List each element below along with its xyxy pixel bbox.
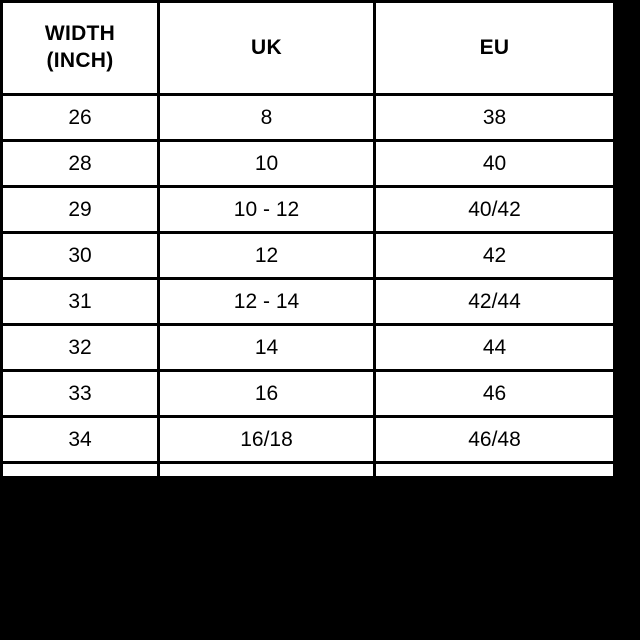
column-header-width-line2: (INCH) [46, 49, 114, 72]
cell-eu: 42 [375, 233, 615, 279]
cell-uk: 10 - 12 [159, 187, 375, 233]
cell-eu: 46 [375, 371, 615, 417]
cell-uk: 12 [159, 233, 375, 279]
cell-width: 31 [2, 279, 159, 325]
cell-eu: 44 [375, 325, 615, 371]
table-row [2, 233, 615, 279]
column-header-uk [159, 2, 375, 95]
table-row [2, 371, 615, 417]
bottom-margin-band [0, 476, 640, 640]
cell-uk: 14 [159, 325, 375, 371]
table-row [2, 95, 615, 141]
column-header-eu-line1: EU [479, 35, 510, 59]
cell-width: 29 [2, 187, 159, 233]
cell-uk: 16 [159, 371, 375, 417]
table-row [2, 187, 615, 233]
cell-uk: 10 [159, 141, 375, 187]
cell-width: 32 [2, 325, 159, 371]
column-header-width-line1: WIDTH [44, 22, 116, 46]
cell-uk: 16/18 [159, 417, 375, 463]
cell-eu: 40 [375, 141, 615, 187]
right-margin-band [613, 0, 640, 476]
cell-width: 26 [2, 95, 159, 141]
column-header-width [2, 2, 159, 95]
cell-eu: 46/48 [375, 417, 615, 463]
cell-width: 33 [2, 371, 159, 417]
table-row [2, 417, 615, 463]
cell-eu: 38 [375, 95, 615, 141]
table-body [2, 95, 615, 509]
column-header-eu [375, 2, 615, 95]
cell-uk: 8 [159, 95, 375, 141]
cell-width: 28 [2, 141, 159, 187]
cell-eu: 42/44 [375, 279, 615, 325]
table-row [2, 325, 615, 371]
table-header [2, 2, 615, 95]
cell-width: 34 [2, 417, 159, 463]
cell-width: 30 [2, 233, 159, 279]
column-header-uk-line1: UK [251, 35, 282, 59]
table-row [2, 141, 615, 187]
cell-uk: 12 - 14 [159, 279, 375, 325]
table-header-row [2, 2, 615, 95]
cell-eu: 40/42 [375, 187, 615, 233]
table-row [2, 279, 615, 325]
